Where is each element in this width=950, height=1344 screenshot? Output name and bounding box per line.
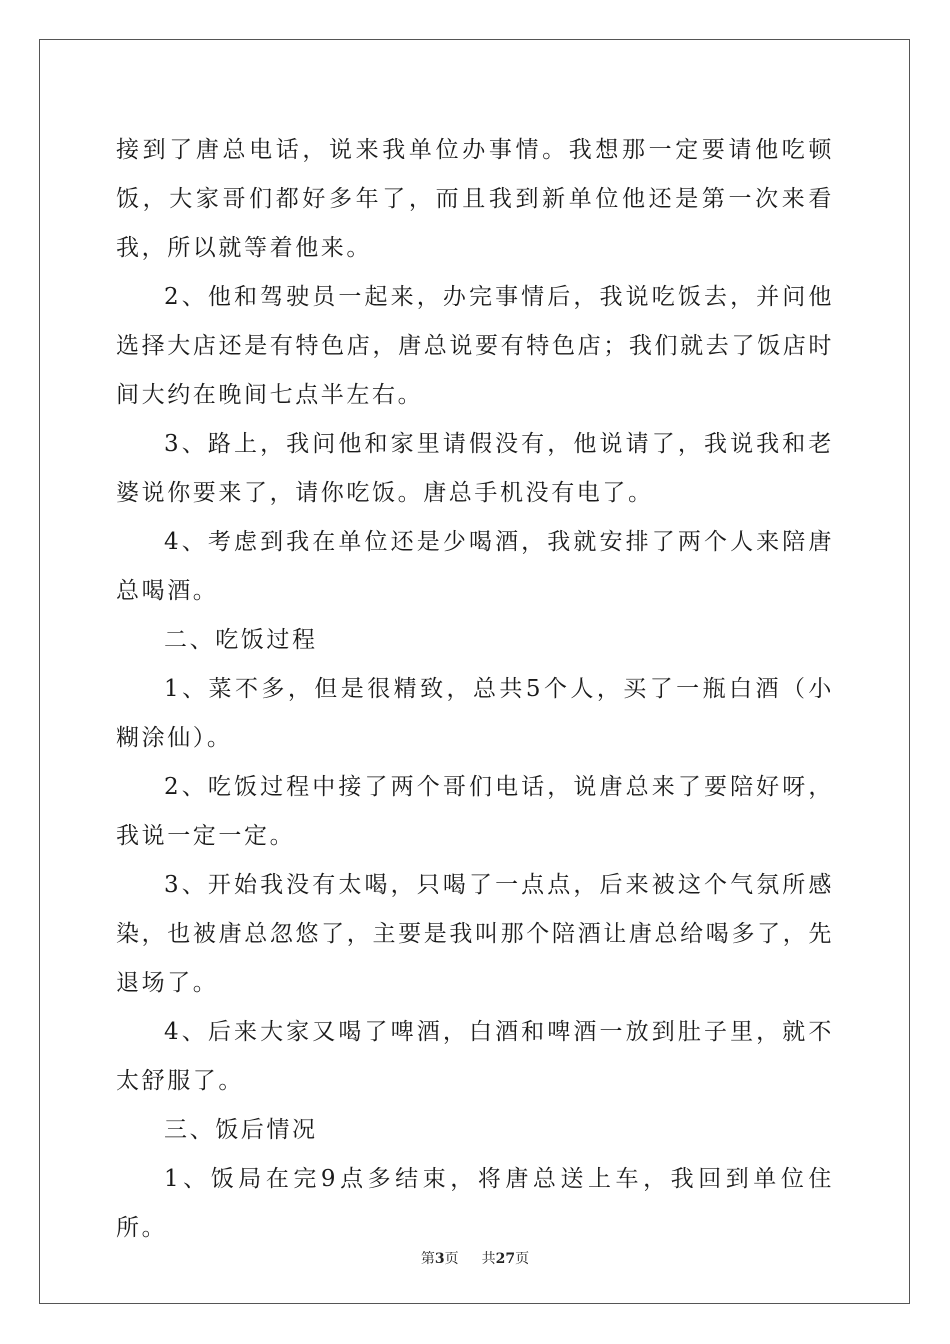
paragraph-6: 2、吃饭过程中接了两个哥们电话，说唐总来了要陪好呀，我说一定一定。 xyxy=(116,774,834,849)
total-pages: 27 xyxy=(495,1251,516,1267)
paragraph-8: 4、后来大家又喝了啤酒，白酒和啤酒一放到肚子里，就不太舒服了。 xyxy=(116,1019,834,1094)
page-prefix: 第 xyxy=(420,1251,435,1267)
page-suffix: 页 xyxy=(444,1251,459,1267)
total-prefix: 共 xyxy=(481,1251,496,1267)
paragraph-7: 3、开始我没有太喝，只喝了一点点，后来被这个气氛所感染，也被唐总忽悠了，主要是我叫那个陪酒让唐总给喝多了，先退场了。 xyxy=(116,872,834,996)
document-body xyxy=(116,126,834,1253)
section-heading-2: 二、吃饭过程 xyxy=(164,627,318,653)
paragraph-4: 4、考虑到我在单位还是少喝酒，我就安排了两个人来陪唐总喝酒。 xyxy=(116,529,834,604)
paragraph-3: 3、路上，我问他和家里请假没有，他说请了，我说我和老婆说你要来了，请你吃饭。唐总手机没有电了。 xyxy=(116,431,834,506)
page-footer xyxy=(0,1248,950,1268)
paragraph-1: 接到了唐总电话，说来我单位办事情。我想那一定要请他吃顿饭，大家哥们都好多年了，而且我到新单位他还是第一次来看我，所以就等着他来。 xyxy=(116,137,834,261)
paragraph-5: 1、菜不多，但是很精致，总共5个人，买了一瓶白酒（小糊涂仙）。 xyxy=(116,676,834,751)
page-number: 3 xyxy=(434,1251,445,1267)
paragraph-9: 1、饭局在完9点多结束，将唐总送上车，我回到单位住所。 xyxy=(116,1166,834,1241)
paragraph-2: 2、他和驾驶员一起来，办完事情后，我说吃饭去，并问他选择大店还是有特色店，唐总说要有特色店；我们就去了饭店时间大约在晚间七点半左右。 xyxy=(116,284,834,408)
total-suffix: 页 xyxy=(515,1251,530,1267)
section-heading-3: 三、饭后情况 xyxy=(164,1117,318,1143)
